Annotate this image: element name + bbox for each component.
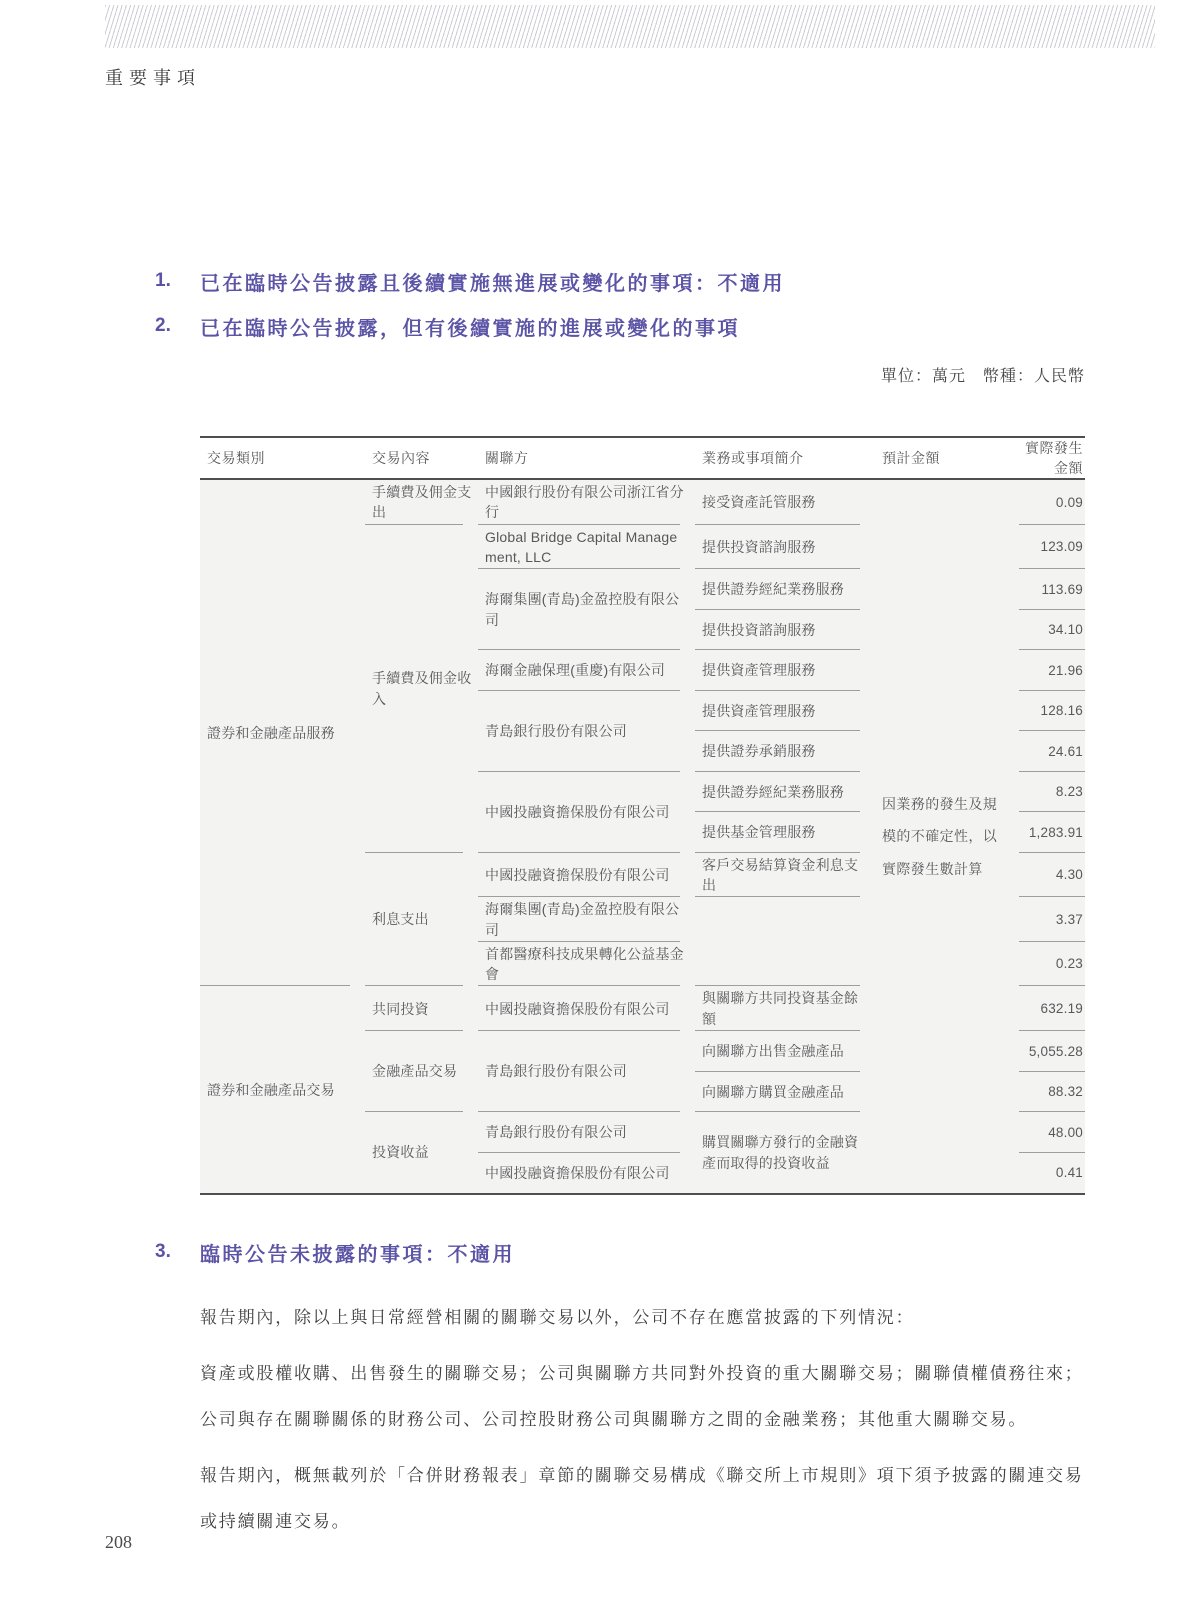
amount-cell: 0.09 <box>1015 479 1085 525</box>
section-number: 3. <box>155 1241 171 1263</box>
amount-cell: 34.10 <box>1015 610 1085 651</box>
amount-cell: 4.30 <box>1015 853 1085 898</box>
table-cell <box>695 897 875 986</box>
table-cell: 購買關聯方發行的金融資產而取得的投資收益 <box>702 1134 859 1171</box>
unit-currency-note: 單位：萬元 幣種：人民幣 <box>880 368 1085 385</box>
paragraph: 報告期內，除以上與日常經營相關的關聯交易以外，公司不存在應當披露的下列情況： <box>200 1308 915 1328</box>
page-title: 重要事項 <box>105 68 201 88</box>
table-cell: 中國投融資擔保股份有限公司 <box>485 1164 670 1181</box>
amount-cell: 88.32 <box>1015 1072 1085 1113</box>
transactions-table-body <box>200 479 1085 1194</box>
col-header-related-party: 關聯方 <box>478 437 695 479</box>
table-cell: 中國銀行股份有限公司浙江省分行 <box>478 479 695 525</box>
table-cell: 提供證券經紀業務服務 <box>695 569 875 610</box>
decorative-hatch-band <box>105 5 1155 48</box>
table-cell: 共同投資 <box>365 986 478 1031</box>
table-cell: Global Bridge Capital Management, LLC <box>478 525 695 570</box>
main-content <box>0 270 1190 1545</box>
section-heading-2 <box>155 315 1100 343</box>
table-cell: 提供證券承銷服務 <box>695 731 875 772</box>
col-header-transaction-content: 交易內容 <box>365 437 478 479</box>
table-cell: 證券和金融產品交易 <box>207 1081 335 1098</box>
table-cell: 向關聯方出售金融產品 <box>695 1031 875 1072</box>
amount-cell: 128.16 <box>1015 691 1085 732</box>
table-cell: 證券和金融產品服務 <box>200 479 365 986</box>
col-header-estimated-amount: 預計金額 <box>875 437 1015 479</box>
table-cell: 提供資產管理服務 <box>695 691 875 732</box>
table-cell: 客戶交易結算資金利息支出 <box>695 853 875 898</box>
table-cell: 因業務的發生及規模的不確定性，以實際發生數計算 <box>882 796 998 877</box>
table-cell: 首都醫療科技成果轉化公益基金會 <box>478 942 695 987</box>
table-cell: 海爾集團(青島)金盈控股有限公司 <box>478 897 695 942</box>
table-cell: 手續費及佣金支出 <box>365 479 478 525</box>
amount-cell: 0.41 <box>1055 1165 1083 1181</box>
col-header-actual-amount: 實際發生金額 <box>1015 437 1085 479</box>
table-cell: 海爾集團(青島)金盈控股有限公司 <box>478 569 695 650</box>
table-cell: 海爾金融保理(重慶)有限公司 <box>478 650 695 691</box>
table-cell: 中國投融資擔保股份有限公司 <box>478 772 695 853</box>
amount-cell: 113.69 <box>1015 569 1085 610</box>
table-cell: 與關聯方共同投資基金餘額 <box>695 986 875 1031</box>
section-number: 1. <box>155 270 171 291</box>
amount-cell: 3.37 <box>1015 897 1085 942</box>
amount-cell: 8.23 <box>1015 772 1085 813</box>
table-cell: 中國投融資擔保股份有限公司 <box>478 853 695 898</box>
amount-cell: 5,055.28 <box>1015 1031 1085 1072</box>
col-header-business-summary: 業務或事項簡介 <box>695 437 875 479</box>
table-cell: 利息支出 <box>365 853 478 987</box>
paragraph: 資產或股權收購、出售發生的關聯交易；公司與關聯方共同對外投資的重大關聯交易；關聯債權債務往來；公司與存在關聯關係的財務公司、公司控股財務公司與關聯方之間的金融業務；其他重大關聯交易。 <box>200 1363 1084 1429</box>
table-cell: 提供證券經紀業務服務 <box>695 772 875 813</box>
col-header-transaction-type: 交易類別 <box>200 437 365 479</box>
table-cell: 向關聯方購買金融產品 <box>695 1072 875 1113</box>
table-cell: 青島銀行股份有限公司 <box>478 1112 695 1153</box>
section-title: 已在臨時公告披露，但有後續實施的進展或變化的事項 <box>200 318 740 340</box>
section-title: 臨時公告未披露的事項：不適用 <box>200 1244 515 1267</box>
amount-cell: 0.23 <box>1015 942 1085 987</box>
page-number: 208 <box>105 1532 132 1552</box>
table-cell: 提供投資諮詢服務 <box>695 525 875 570</box>
amount-cell: 48.00 <box>1015 1112 1085 1153</box>
table-cell: 接受資產託管服務 <box>695 479 875 525</box>
section-heading-1 <box>155 270 1100 298</box>
section-number: 2. <box>155 315 171 336</box>
amount-cell: 632.19 <box>1015 986 1085 1031</box>
table-cell: 青島銀行股份有限公司 <box>478 691 695 772</box>
amount-cell: 123.09 <box>1015 525 1085 570</box>
table-cell: 提供投資諮詢服務 <box>695 610 875 651</box>
amount-cell: 1,283.91 <box>1015 812 1085 853</box>
table-cell: 青島銀行股份有限公司 <box>478 1031 695 1112</box>
amount-cell: 21.96 <box>1015 650 1085 691</box>
related-transactions-table <box>200 436 1085 1195</box>
section-title: 已在臨時公告披露且後續實施無進展或變化的事項：不適用 <box>200 273 785 295</box>
table-cell: 提供資產管理服務 <box>695 650 875 691</box>
table-cell: 金融產品交易 <box>365 1031 478 1112</box>
table-row <box>200 479 1085 525</box>
table-cell: 提供基金管理服務 <box>695 812 875 853</box>
amount-cell: 24.61 <box>1015 731 1085 772</box>
table-cell: 中國投融資擔保股份有限公司 <box>478 986 695 1031</box>
table-cell: 手續費及佣金收入 <box>365 525 478 853</box>
section-heading-3 <box>155 1241 1100 1269</box>
paragraph: 報告期內，概無載列於「合併財務報表」章節的關聯交易構成《聯交所上市規則》項下須予披露的關連交易或持續關連交易。 <box>200 1465 1084 1531</box>
table-header <box>200 437 1085 479</box>
table-cell: 投資收益 <box>372 1144 429 1161</box>
